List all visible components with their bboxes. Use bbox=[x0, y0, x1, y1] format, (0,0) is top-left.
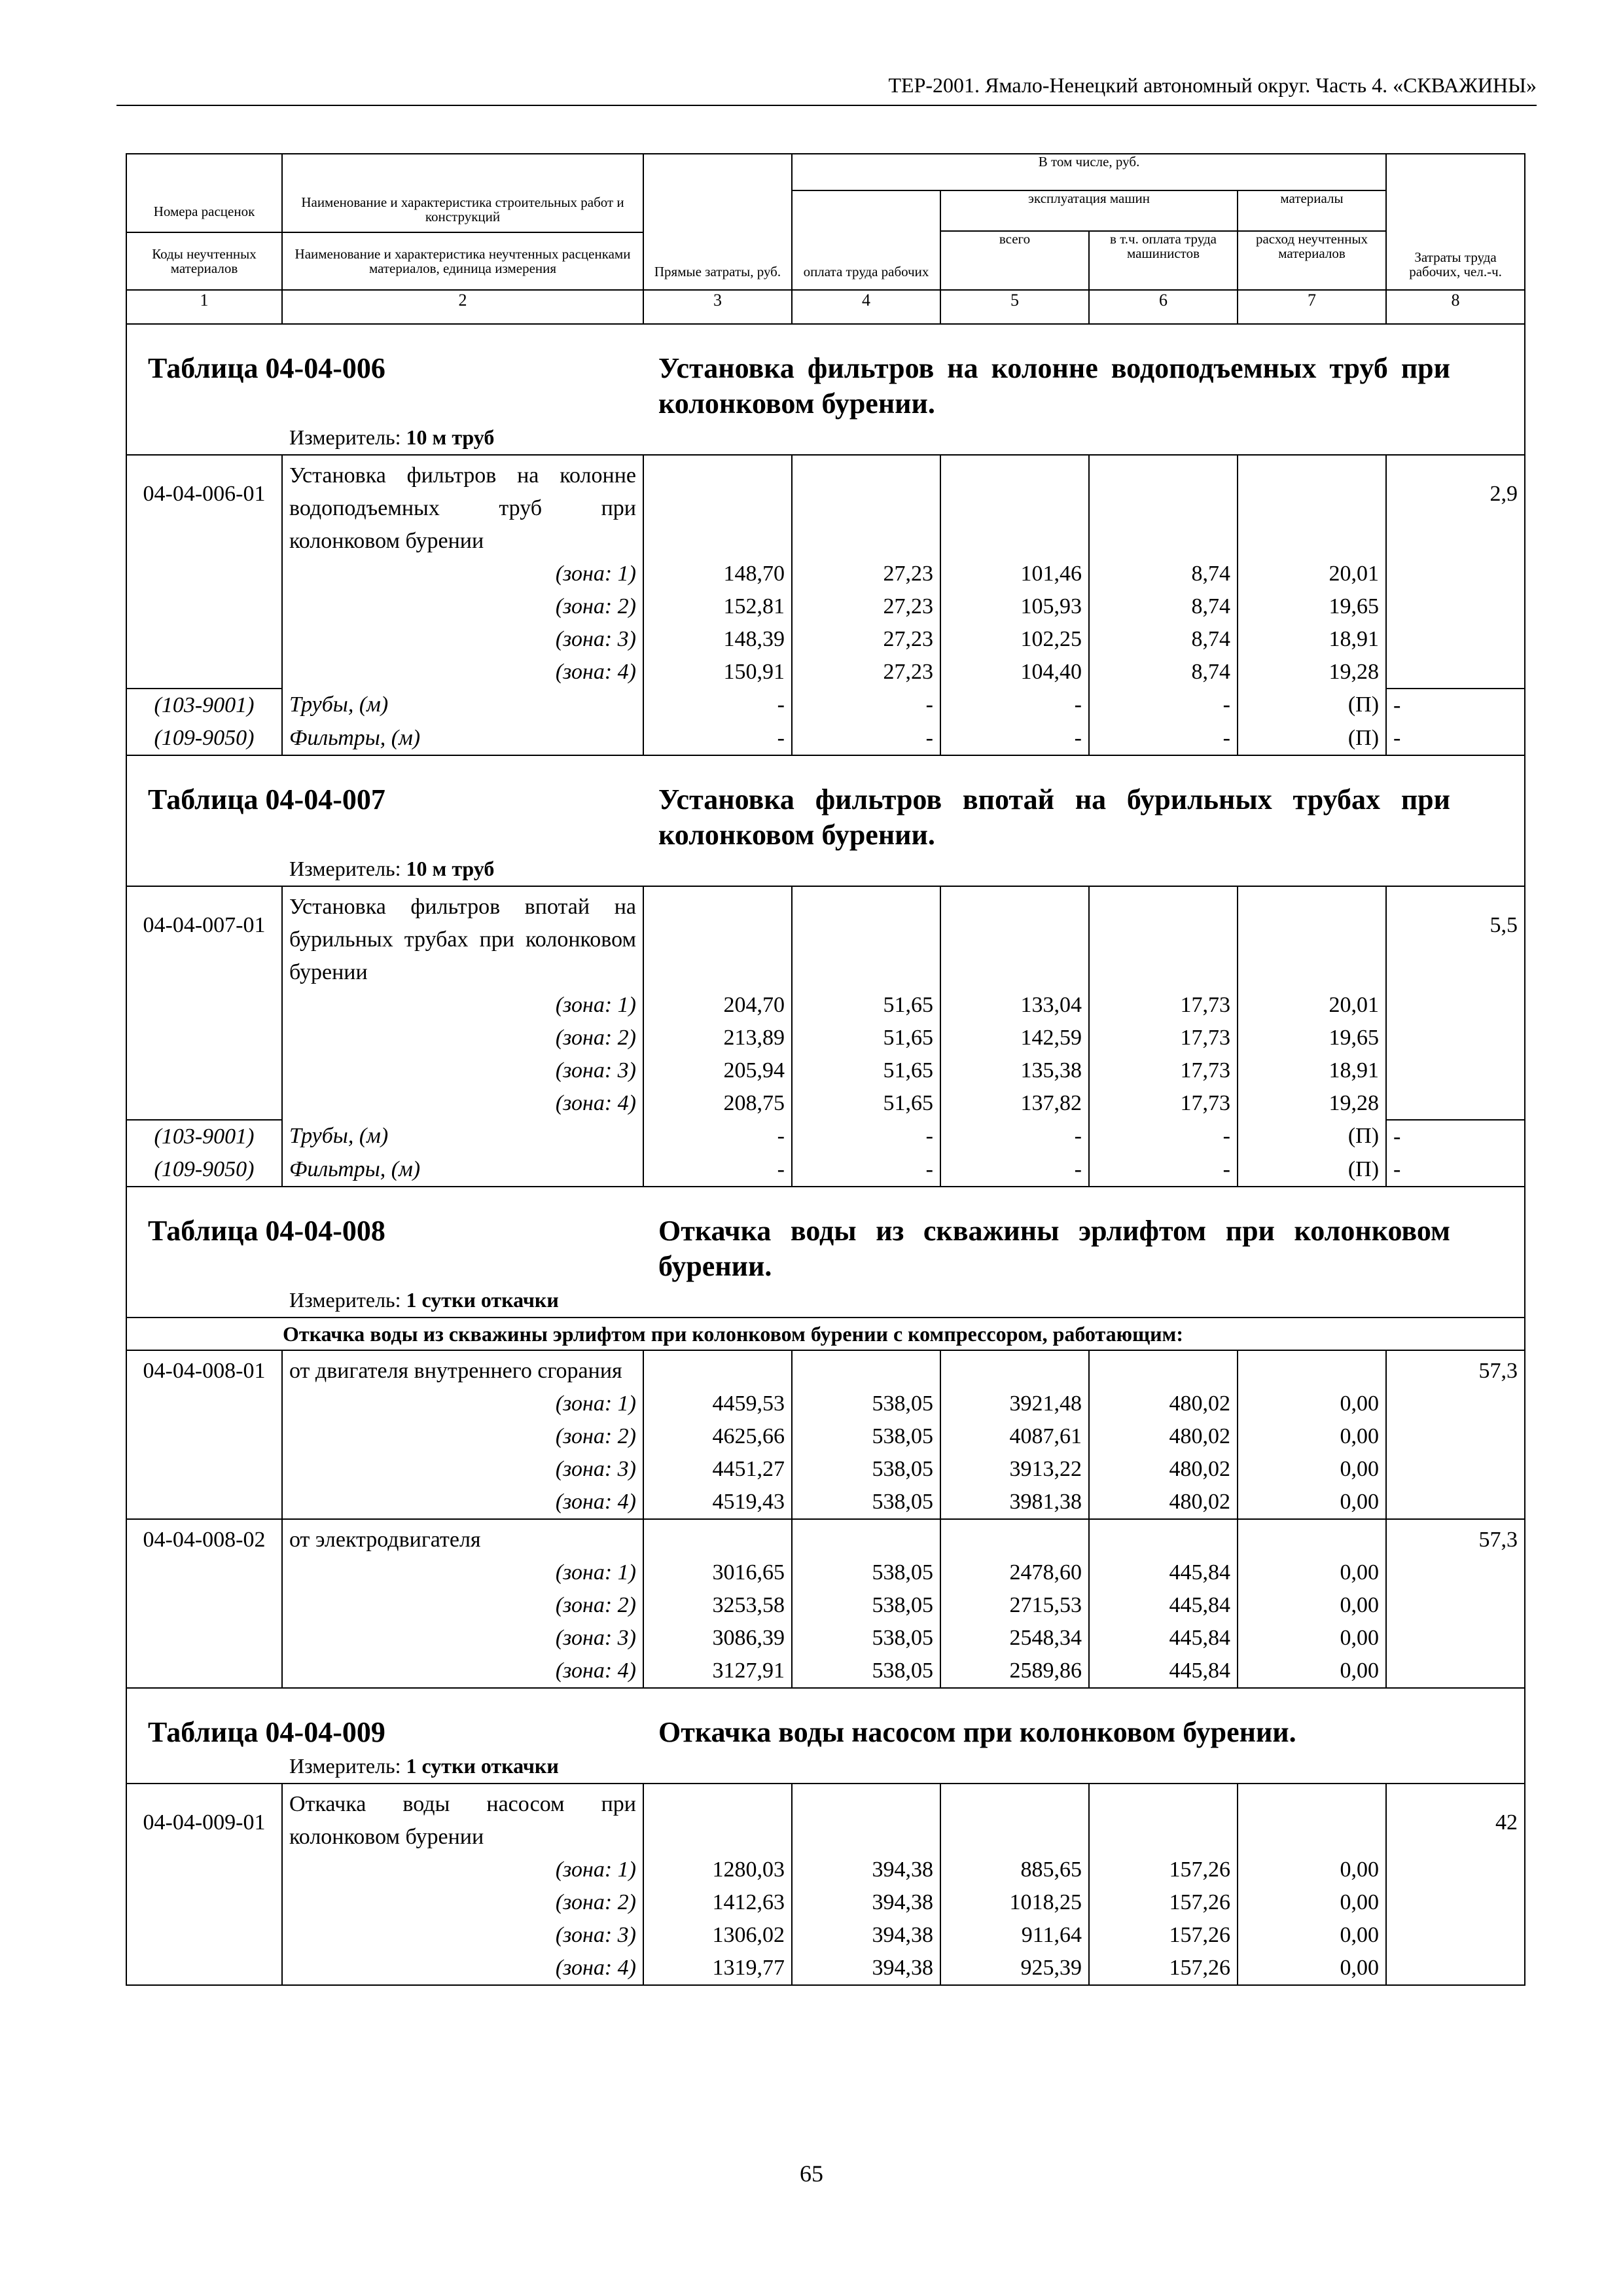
value-cell: - bbox=[643, 1120, 792, 1153]
value-cell bbox=[1089, 886, 1238, 989]
zone-label: (зона: 1) bbox=[282, 989, 643, 1022]
value-cell: 213,89 bbox=[643, 1022, 792, 1054]
unit-label: Измеритель: bbox=[289, 1288, 401, 1312]
section-title bbox=[134, 756, 1518, 853]
value-cell: 2478,60 bbox=[940, 1556, 1089, 1589]
page-number: 65 bbox=[800, 2161, 823, 2187]
value-cell bbox=[643, 455, 792, 558]
labor-cost: 57,3 bbox=[1386, 1519, 1525, 1688]
value-cell: 538,05 bbox=[792, 1556, 940, 1589]
value-cell: 104,40 bbox=[940, 656, 1089, 689]
value-cell: 27,23 bbox=[792, 623, 940, 656]
header-col1-bottom: Коды неучтенных материалов bbox=[126, 232, 282, 290]
header-machines: эксплуатация машин bbox=[940, 190, 1238, 231]
subheading-row bbox=[126, 1318, 1525, 1350]
unit-label: Измеритель: bbox=[289, 1754, 401, 1778]
value-cell: 0,00 bbox=[1238, 1919, 1386, 1952]
value-cell: - bbox=[940, 689, 1089, 722]
rate-row bbox=[126, 1519, 1525, 1556]
value-cell: 538,05 bbox=[792, 1589, 940, 1622]
material-code: (103-9001) bbox=[126, 1120, 282, 1153]
col-number: 5 bbox=[940, 290, 1089, 324]
zone-label: (зона: 4) bbox=[282, 656, 643, 689]
value-cell: 0,00 bbox=[1238, 1556, 1386, 1589]
value-cell: - bbox=[940, 722, 1089, 755]
material-row bbox=[126, 1120, 1525, 1153]
col-number: 8 bbox=[1386, 290, 1525, 324]
zone-label: (зона: 1) bbox=[282, 1854, 643, 1886]
zone-label: (зона: 4) bbox=[282, 1952, 643, 1985]
header-col2-bottom: Наименование и характеристика неучтенных расценками материалов, единица измерения bbox=[282, 232, 643, 290]
zone-label: (зона: 2) bbox=[282, 1589, 643, 1622]
value-cell: 17,73 bbox=[1089, 1087, 1238, 1120]
labor-cost: 57,3 bbox=[1386, 1350, 1525, 1519]
rate-row bbox=[126, 455, 1525, 558]
value-cell: 480,02 bbox=[1089, 1453, 1238, 1486]
value-cell: 27,23 bbox=[792, 590, 940, 623]
col-number: 4 bbox=[792, 290, 940, 324]
value-cell: 17,73 bbox=[1089, 989, 1238, 1022]
labor-cost: 42 bbox=[1386, 1784, 1525, 1985]
labor-cost: 5,5 bbox=[1386, 886, 1525, 1120]
value-cell: 394,38 bbox=[792, 1886, 940, 1919]
value-cell: 3127,91 bbox=[643, 1655, 792, 1688]
zone-row bbox=[126, 1087, 1525, 1120]
section-name: Таблица 04-04-008 bbox=[148, 1215, 385, 1247]
header-col4: оплата труда рабочих bbox=[792, 190, 940, 290]
material-name: Трубы, (м) bbox=[282, 689, 643, 722]
zone-row bbox=[126, 1886, 1525, 1919]
zone-label: (зона: 1) bbox=[282, 1388, 643, 1420]
value-cell: - bbox=[1386, 1153, 1525, 1187]
rate-description: Откачка воды насосом при колонковом бурении bbox=[282, 1784, 643, 1854]
section-title bbox=[134, 325, 1518, 422]
value-cell: 445,84 bbox=[1089, 1589, 1238, 1622]
value-cell: 3016,65 bbox=[643, 1556, 792, 1589]
col-number: 3 bbox=[643, 290, 792, 324]
value-cell: - bbox=[792, 689, 940, 722]
zone-row bbox=[126, 1854, 1525, 1886]
value-cell: 925,39 bbox=[940, 1952, 1089, 1985]
value-cell: 2548,34 bbox=[940, 1622, 1089, 1655]
col-number: 6 bbox=[1089, 290, 1238, 324]
value-cell: 8,74 bbox=[1089, 623, 1238, 656]
table-body bbox=[126, 324, 1525, 1985]
value-cell bbox=[1238, 455, 1386, 558]
zone-label: (зона: 3) bbox=[282, 1054, 643, 1087]
header-col7: расход неучтенных материалов bbox=[1238, 231, 1386, 290]
value-cell: 150,91 bbox=[643, 656, 792, 689]
value-cell: 8,74 bbox=[1089, 558, 1238, 590]
value-cell bbox=[1089, 1350, 1238, 1388]
value-cell: 102,25 bbox=[940, 623, 1089, 656]
value-cell bbox=[940, 1784, 1089, 1854]
section-description: Установка фильтров на колонне водоподъемных труб при колонковом бурении. bbox=[658, 352, 1450, 420]
zone-label: (зона: 4) bbox=[282, 1486, 643, 1519]
section-name: Таблица 04-04-009 bbox=[148, 1716, 385, 1748]
rate-row bbox=[126, 886, 1525, 989]
zone-label: (зона: 3) bbox=[282, 1622, 643, 1655]
value-cell: 19,65 bbox=[1238, 590, 1386, 623]
value-cell: 538,05 bbox=[792, 1388, 940, 1420]
value-cell: 394,38 bbox=[792, 1919, 940, 1952]
unit-label: Измеритель: bbox=[289, 857, 401, 880]
header-col2-top: Наименование и характеристика строительных работ и конструкций bbox=[282, 154, 643, 232]
rate-description: Установка фильтров на колонне водоподъемных труб при колонковом бурении bbox=[282, 455, 643, 558]
value-cell: (П) bbox=[1238, 1120, 1386, 1153]
material-code: (103-9001) bbox=[126, 689, 282, 722]
zone-label: (зона: 1) bbox=[282, 558, 643, 590]
value-cell: 3981,38 bbox=[940, 1486, 1089, 1519]
value-cell: 3913,22 bbox=[940, 1453, 1089, 1486]
value-cell: 4459,53 bbox=[643, 1388, 792, 1420]
value-cell: 480,02 bbox=[1089, 1388, 1238, 1420]
zone-label: (зона: 2) bbox=[282, 1420, 643, 1453]
section-header-row bbox=[126, 1688, 1525, 1784]
section-header-row bbox=[126, 1187, 1525, 1318]
subheading: Откачка воды из скважины эрлифтом при колонковом бурении с компрессором, работающим: bbox=[126, 1318, 1525, 1350]
value-cell: 394,38 bbox=[792, 1854, 940, 1886]
value-cell: 157,26 bbox=[1089, 1854, 1238, 1886]
table-header bbox=[126, 154, 1525, 290]
value-cell: - bbox=[1089, 689, 1238, 722]
zone-label: (зона: 3) bbox=[282, 623, 643, 656]
value-cell: 394,38 bbox=[792, 1952, 940, 1985]
value-cell: 135,38 bbox=[940, 1054, 1089, 1087]
value-cell: 51,65 bbox=[792, 989, 940, 1022]
col-number: 2 bbox=[282, 290, 643, 324]
rates-table bbox=[126, 153, 1525, 1986]
value-cell: 0,00 bbox=[1238, 1952, 1386, 1985]
unit-line bbox=[134, 853, 1518, 886]
header-title: ТЕР-2001. Ямало-Ненецкий автономный округ. Часть 4. «СКВАЖИНЫ» bbox=[888, 73, 1537, 97]
col-number: 7 bbox=[1238, 290, 1386, 324]
zone-label: (зона: 3) bbox=[282, 1919, 643, 1952]
material-row bbox=[126, 689, 1525, 722]
zone-row bbox=[126, 1420, 1525, 1453]
value-cell: - bbox=[792, 1153, 940, 1187]
zone-row bbox=[126, 989, 1525, 1022]
zone-row bbox=[126, 1453, 1525, 1486]
value-cell: 0,00 bbox=[1238, 1854, 1386, 1886]
value-cell: 4451,27 bbox=[643, 1453, 792, 1486]
value-cell: 8,74 bbox=[1089, 590, 1238, 623]
value-cell bbox=[792, 1519, 940, 1556]
value-cell: 1280,03 bbox=[643, 1854, 792, 1886]
value-cell bbox=[940, 886, 1089, 989]
rate-description: Установка фильтров впотай на бурильных трубах при колонковом бурении bbox=[282, 886, 643, 989]
value-cell: - bbox=[792, 722, 940, 755]
value-cell bbox=[940, 455, 1089, 558]
zone-label: (зона: 3) bbox=[282, 1453, 643, 1486]
value-cell: - bbox=[643, 722, 792, 755]
value-cell: 0,00 bbox=[1238, 1886, 1386, 1919]
value-cell: 20,01 bbox=[1238, 989, 1386, 1022]
rate-description: от двигателя внутреннего сгорания bbox=[282, 1350, 643, 1388]
value-cell: 1306,02 bbox=[643, 1919, 792, 1952]
value-cell: - bbox=[1089, 722, 1238, 755]
price-table bbox=[126, 153, 1524, 1986]
value-cell: 205,94 bbox=[643, 1054, 792, 1087]
rate-code: 04-04-008-02 bbox=[126, 1519, 282, 1688]
value-cell: 20,01 bbox=[1238, 558, 1386, 590]
value-cell: - bbox=[792, 1120, 940, 1153]
value-cell: - bbox=[940, 1153, 1089, 1187]
value-cell: 2715,53 bbox=[940, 1589, 1089, 1622]
value-cell: - bbox=[1386, 722, 1525, 755]
rate-code: 04-04-007-01 bbox=[126, 886, 282, 1120]
value-cell: 538,05 bbox=[792, 1453, 940, 1486]
value-cell: 2589,86 bbox=[940, 1655, 1089, 1688]
header-col1-top: Номера расценок bbox=[126, 154, 282, 232]
value-cell: 0,00 bbox=[1238, 1589, 1386, 1622]
value-cell: (П) bbox=[1238, 1153, 1386, 1187]
value-cell: 4087,61 bbox=[940, 1420, 1089, 1453]
value-cell bbox=[643, 1784, 792, 1854]
value-cell: - bbox=[643, 689, 792, 722]
section-header-row bbox=[126, 755, 1525, 886]
value-cell bbox=[1089, 1519, 1238, 1556]
zone-row bbox=[126, 1589, 1525, 1622]
section-title bbox=[134, 1187, 1518, 1284]
value-cell: 0,00 bbox=[1238, 1388, 1386, 1420]
section-title bbox=[134, 1689, 1518, 1750]
header-col6: в т.ч. оплата труда машинистов bbox=[1089, 231, 1238, 290]
zone-label: (зона: 4) bbox=[282, 1087, 643, 1120]
rate-code: 04-04-006-01 bbox=[126, 455, 282, 689]
rate-row bbox=[126, 1784, 1525, 1854]
value-cell: 0,00 bbox=[1238, 1486, 1386, 1519]
zone-row bbox=[126, 656, 1525, 689]
material-row bbox=[126, 722, 1525, 755]
value-cell: 885,65 bbox=[940, 1854, 1089, 1886]
value-cell: 51,65 bbox=[792, 1087, 940, 1120]
value-cell bbox=[643, 1519, 792, 1556]
zone-row bbox=[126, 1388, 1525, 1420]
value-cell: 27,23 bbox=[792, 558, 940, 590]
col-number: 1 bbox=[126, 290, 282, 324]
zone-label: (зона: 4) bbox=[282, 1655, 643, 1688]
value-cell: 148,70 bbox=[643, 558, 792, 590]
value-cell: 4625,66 bbox=[643, 1420, 792, 1453]
section-header-row bbox=[126, 324, 1525, 455]
value-cell bbox=[792, 886, 940, 989]
value-cell: 148,39 bbox=[643, 623, 792, 656]
section-description: Откачка воды насосом при колонковом бурении. bbox=[658, 1716, 1296, 1748]
value-cell: 18,91 bbox=[1238, 623, 1386, 656]
running-header bbox=[116, 71, 1537, 106]
zone-row bbox=[126, 1054, 1525, 1087]
value-cell: (П) bbox=[1238, 689, 1386, 722]
value-cell: 152,81 bbox=[643, 590, 792, 623]
value-cell bbox=[792, 1784, 940, 1854]
section-header bbox=[126, 324, 1525, 455]
material-row bbox=[126, 1153, 1525, 1187]
section-name: Таблица 04-04-007 bbox=[148, 783, 385, 816]
section-header bbox=[126, 755, 1525, 886]
unit-line bbox=[134, 1284, 1518, 1317]
unit-line bbox=[134, 1750, 1518, 1783]
material-code: (109-9050) bbox=[126, 1153, 282, 1187]
value-cell: - bbox=[643, 1153, 792, 1187]
header-group: В том числе, руб. bbox=[792, 154, 1386, 190]
value-cell: 3921,48 bbox=[940, 1388, 1089, 1420]
value-cell: 133,04 bbox=[940, 989, 1089, 1022]
zone-row bbox=[126, 1486, 1525, 1519]
section-description: Установка фильтров впотай на бурильных трубах при колонковом бурении. bbox=[658, 783, 1450, 851]
value-cell: - bbox=[1386, 1120, 1525, 1153]
value-cell: 18,91 bbox=[1238, 1054, 1386, 1087]
value-cell: 1319,77 bbox=[643, 1952, 792, 1985]
value-cell bbox=[1089, 1784, 1238, 1854]
value-cell: 137,82 bbox=[940, 1087, 1089, 1120]
unit-value: 10 м труб bbox=[406, 425, 495, 449]
value-cell bbox=[643, 886, 792, 989]
value-cell: 538,05 bbox=[792, 1655, 940, 1688]
value-cell: - bbox=[1386, 689, 1525, 722]
value-cell: 538,05 bbox=[792, 1486, 940, 1519]
zone-row bbox=[126, 1655, 1525, 1688]
unit-line bbox=[134, 422, 1518, 454]
value-cell bbox=[940, 1350, 1089, 1388]
unit-value: 1 сутки откачки bbox=[406, 1754, 559, 1778]
rate-code: 04-04-008-01 bbox=[126, 1350, 282, 1519]
zone-row bbox=[126, 1952, 1525, 1985]
value-cell: 157,26 bbox=[1089, 1952, 1238, 1985]
value-cell bbox=[643, 1350, 792, 1388]
header-materials: материалы bbox=[1238, 190, 1386, 231]
rate-code: 04-04-009-01 bbox=[126, 1784, 282, 1985]
value-cell: 445,84 bbox=[1089, 1655, 1238, 1688]
zone-label: (зона: 2) bbox=[282, 1886, 643, 1919]
value-cell: 27,23 bbox=[792, 656, 940, 689]
material-name: Фильтры, (м) bbox=[282, 722, 643, 755]
value-cell: - bbox=[1089, 1120, 1238, 1153]
rate-description: от электродвигателя bbox=[282, 1519, 643, 1556]
value-cell bbox=[940, 1519, 1089, 1556]
value-cell bbox=[792, 1350, 940, 1388]
value-cell: 1412,63 bbox=[643, 1886, 792, 1919]
unit-value: 1 сутки откачки bbox=[406, 1288, 559, 1312]
value-cell: 19,28 bbox=[1238, 1087, 1386, 1120]
section-header bbox=[126, 1688, 1525, 1784]
zone-label: (зона: 2) bbox=[282, 1022, 643, 1054]
value-cell: 105,93 bbox=[940, 590, 1089, 623]
value-cell: 3086,39 bbox=[643, 1622, 792, 1655]
value-cell bbox=[1238, 886, 1386, 989]
value-cell: 17,73 bbox=[1089, 1022, 1238, 1054]
zone-row bbox=[126, 623, 1525, 656]
value-cell: 445,84 bbox=[1089, 1622, 1238, 1655]
value-cell: 538,05 bbox=[792, 1420, 940, 1453]
unit-label: Измеритель: bbox=[289, 425, 401, 449]
section-description: Откачка воды из скважины эрлифтом при колонковом бурении. bbox=[658, 1215, 1450, 1282]
value-cell: 0,00 bbox=[1238, 1420, 1386, 1453]
value-cell: 480,02 bbox=[1089, 1420, 1238, 1453]
value-cell: 19,65 bbox=[1238, 1022, 1386, 1054]
column-numbers bbox=[126, 290, 1525, 324]
value-cell: 17,73 bbox=[1089, 1054, 1238, 1087]
value-cell bbox=[1089, 455, 1238, 558]
zone-row bbox=[126, 590, 1525, 623]
value-cell: (П) bbox=[1238, 722, 1386, 755]
value-cell: 204,70 bbox=[643, 989, 792, 1022]
value-cell: 19,28 bbox=[1238, 656, 1386, 689]
zone-label: (зона: 2) bbox=[282, 590, 643, 623]
value-cell: 51,65 bbox=[792, 1054, 940, 1087]
section-name: Таблица 04-04-006 bbox=[148, 352, 385, 384]
unit-value: 10 м труб bbox=[406, 857, 495, 880]
material-name: Фильтры, (м) bbox=[282, 1153, 643, 1187]
value-cell: 4519,43 bbox=[643, 1486, 792, 1519]
zone-label: (зона: 1) bbox=[282, 1556, 643, 1589]
value-cell bbox=[1238, 1784, 1386, 1854]
value-cell: 1018,25 bbox=[940, 1886, 1089, 1919]
value-cell bbox=[792, 455, 940, 558]
material-code: (109-9050) bbox=[126, 722, 282, 755]
zone-row bbox=[126, 1622, 1525, 1655]
zone-row bbox=[126, 1022, 1525, 1054]
value-cell: 0,00 bbox=[1238, 1622, 1386, 1655]
value-cell bbox=[1238, 1350, 1386, 1388]
zone-row bbox=[126, 1919, 1525, 1952]
value-cell: 0,00 bbox=[1238, 1453, 1386, 1486]
value-cell: 538,05 bbox=[792, 1622, 940, 1655]
header-col8: Затраты труда рабочих, чел.-ч. bbox=[1386, 154, 1525, 290]
zone-row bbox=[126, 558, 1525, 590]
value-cell: 0,00 bbox=[1238, 1655, 1386, 1688]
value-cell: 157,26 bbox=[1089, 1919, 1238, 1952]
value-cell: 911,64 bbox=[940, 1919, 1089, 1952]
material-name: Трубы, (м) bbox=[282, 1120, 643, 1153]
rate-row bbox=[126, 1350, 1525, 1388]
value-cell: 101,46 bbox=[940, 558, 1089, 590]
header-col5: всего bbox=[940, 231, 1089, 290]
value-cell: 3253,58 bbox=[643, 1589, 792, 1622]
value-cell: 208,75 bbox=[643, 1087, 792, 1120]
zone-row bbox=[126, 1556, 1525, 1589]
labor-cost: 2,9 bbox=[1386, 455, 1525, 689]
value-cell: - bbox=[940, 1120, 1089, 1153]
value-cell: 51,65 bbox=[792, 1022, 940, 1054]
value-cell: 445,84 bbox=[1089, 1556, 1238, 1589]
value-cell bbox=[1238, 1519, 1386, 1556]
section-header bbox=[126, 1187, 1525, 1318]
value-cell: 480,02 bbox=[1089, 1486, 1238, 1519]
value-cell: 142,59 bbox=[940, 1022, 1089, 1054]
value-cell: 8,74 bbox=[1089, 656, 1238, 689]
header-col3: Прямые затраты, руб. bbox=[643, 154, 792, 290]
value-cell: - bbox=[1089, 1153, 1238, 1187]
value-cell: 157,26 bbox=[1089, 1886, 1238, 1919]
